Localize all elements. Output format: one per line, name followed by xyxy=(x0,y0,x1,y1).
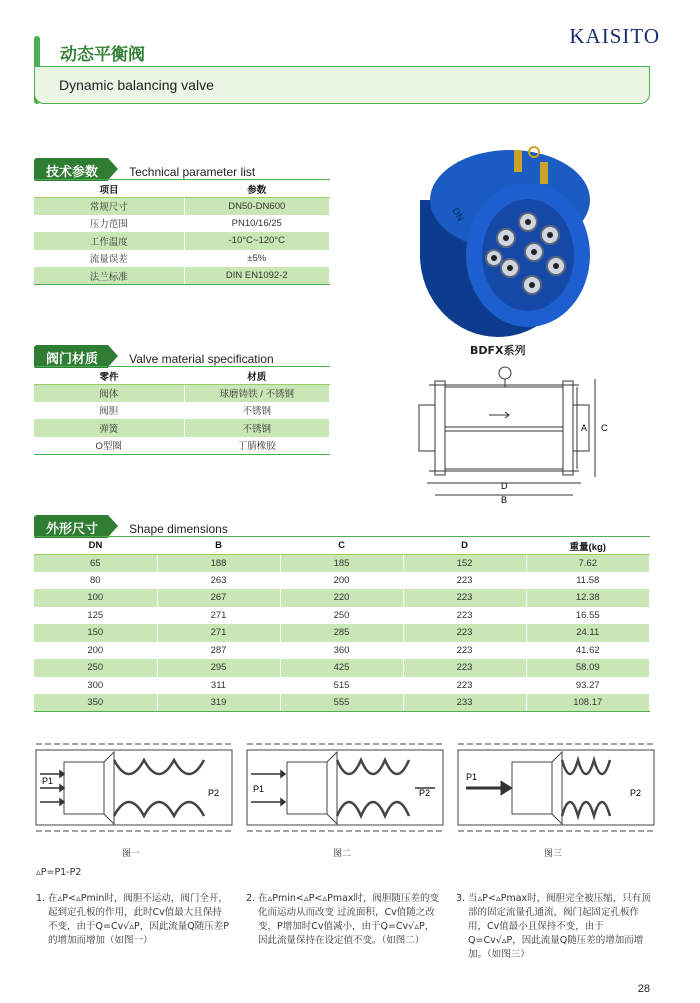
table-cell: 267 xyxy=(157,589,280,607)
table-cell: 233 xyxy=(403,694,526,712)
table-row xyxy=(34,215,330,233)
table-cell: ±5% xyxy=(184,250,330,268)
technical-header-param: 参数 xyxy=(184,181,330,197)
note-1-text: 在▵P<▵Pmin时，阀胆不运动，阀门全开，起到定孔板的作用，此时Cv值最大且保持不变，由于Q=Cv√▵P，因此流量Q随压差P的增加而增加（如图一） xyxy=(48,893,229,946)
table-cell: 108.17 xyxy=(526,694,650,712)
table-cell: 不锈钢 xyxy=(184,419,330,437)
table-cell: 271 xyxy=(157,624,280,642)
shape-header-dn: DN xyxy=(34,538,157,554)
table-cell: 球磨铸铁 / 不锈钢 xyxy=(184,384,330,402)
shape-rule xyxy=(34,536,650,537)
page-title-cn: 动态平衡阀 xyxy=(60,45,145,65)
shape-header-weight: 重量(kg) xyxy=(526,538,650,554)
table-cell: 12.38 xyxy=(526,589,650,607)
table-row xyxy=(34,642,650,660)
formula: ▵P=P1-P2 xyxy=(36,867,82,878)
table-row xyxy=(34,677,650,695)
table-cell: 80 xyxy=(34,572,157,590)
table-cell: 223 xyxy=(403,589,526,607)
table-cell: -10°C~120°C xyxy=(184,232,330,250)
shape-header-c: C xyxy=(280,538,403,554)
note-2-text: 在▵Pmin<▵P<▵Pmax时，阀胆随压差的变化而运动从而改变 过流面积，Cv值随之改变，P增加时Cv值减小，由于Q=Cv√▵P，因此流量保持在设定值不变。（如图二） xyxy=(258,893,440,946)
schematic-2-p2: P2 xyxy=(419,788,431,798)
shape-header-d: D xyxy=(403,538,526,554)
table-cell: 223 xyxy=(403,624,526,642)
table-cell: 555 xyxy=(280,694,403,712)
table-row xyxy=(34,402,330,420)
page-title-en: Dynamic balancing valve xyxy=(59,77,214,93)
table-cell: 185 xyxy=(280,554,403,572)
dim-label-d: D xyxy=(501,481,508,491)
note-1 xyxy=(36,892,231,948)
schematic-3-caption: 图三 xyxy=(544,849,563,859)
dimension-drawing xyxy=(405,365,620,505)
page-number: 28 xyxy=(637,983,650,995)
schematic-3-p2: P2 xyxy=(630,788,642,798)
table-cell: 弹簧 xyxy=(34,419,184,437)
schematic-2-caption: 图二 xyxy=(333,849,352,859)
table-row xyxy=(34,232,330,250)
material-header-material: 材质 xyxy=(184,368,330,384)
schematic-1-caption: 图一 xyxy=(122,849,141,859)
table-row xyxy=(34,659,650,677)
dim-label-c: C xyxy=(601,423,608,433)
table-cell: 24.11 xyxy=(526,624,650,642)
table-cell: 200 xyxy=(280,572,403,590)
table-cell: 65 xyxy=(34,554,157,572)
table-cell: 223 xyxy=(403,642,526,660)
table-cell: 271 xyxy=(157,607,280,625)
title-en-box xyxy=(34,67,650,104)
table-cell: DN50-DN600 xyxy=(184,197,330,215)
table-cell: 311 xyxy=(157,677,280,695)
table-row xyxy=(34,694,650,712)
table-cell: 350 xyxy=(34,694,157,712)
valve-photo xyxy=(410,140,600,340)
table-cell: 压力范围 xyxy=(34,215,184,233)
table-row xyxy=(34,572,650,590)
table-row xyxy=(34,250,330,268)
table-row xyxy=(34,384,330,402)
technical-rule xyxy=(34,179,330,180)
table-row xyxy=(34,267,330,285)
table-cell: 41.62 xyxy=(526,642,650,660)
table-row xyxy=(34,624,650,642)
schematic-1 xyxy=(34,740,234,835)
series-label: BDFX系列 xyxy=(470,344,526,357)
table-row xyxy=(34,197,330,215)
note-3-number: 3. xyxy=(456,893,466,904)
shape-header-b: B xyxy=(157,538,280,554)
material-header-part: 零件 xyxy=(34,368,184,384)
table-cell: 阀胆 xyxy=(34,402,184,420)
table-cell: 220 xyxy=(280,589,403,607)
technical-table xyxy=(34,181,330,285)
table-cell: 425 xyxy=(280,659,403,677)
table-cell: 法兰标准 xyxy=(34,267,184,285)
table-cell: O型圈 xyxy=(34,437,184,455)
shape-table xyxy=(34,538,650,712)
table-cell: 300 xyxy=(34,677,157,695)
table-cell: 285 xyxy=(280,624,403,642)
table-cell: 223 xyxy=(403,572,526,590)
material-table xyxy=(34,368,330,455)
table-cell: 11.58 xyxy=(526,572,650,590)
table-row xyxy=(34,437,330,455)
dim-label-a: A xyxy=(581,423,588,433)
schematic-2 xyxy=(245,740,445,835)
table-cell: 7.62 xyxy=(526,554,650,572)
material-rule xyxy=(34,366,330,367)
table-row xyxy=(34,419,330,437)
schematic-2-p1: P1 xyxy=(253,784,265,794)
table-cell: 阀体 xyxy=(34,384,184,402)
note-1-number: 1. xyxy=(36,893,46,904)
table-row xyxy=(34,554,650,572)
table-cell: 250 xyxy=(280,607,403,625)
table-cell: 常规尺寸 xyxy=(34,197,184,215)
table-cell: 16.55 xyxy=(526,607,650,625)
note-2-number: 2. xyxy=(246,893,256,904)
note-3 xyxy=(456,892,651,962)
table-cell: 263 xyxy=(157,572,280,590)
note-3-text: 当▵P<▵Pmax时，阀胆完全被压缩，只有顶部的固定流量孔通流，阀门起固定孔板作用，Cv值最小且保持不变，由于Q=Cv√▵P，因此流量Q随压差的增加而增加。（如图三） xyxy=(468,893,651,960)
table-cell: 250 xyxy=(34,659,157,677)
note-2 xyxy=(246,892,441,948)
svg-text:DN: DN xyxy=(449,206,465,224)
schematic-3-p1: P1 xyxy=(466,772,478,782)
table-cell: 223 xyxy=(403,677,526,695)
schematic-3 xyxy=(456,740,656,835)
title-block xyxy=(34,36,650,104)
material-tag: 阀门材质 xyxy=(34,345,108,369)
table-cell: 150 xyxy=(34,624,157,642)
table-cell: 287 xyxy=(157,642,280,660)
material-section-header xyxy=(34,345,274,367)
schematic-1-p2: P2 xyxy=(208,788,220,798)
table-cell: 100 xyxy=(34,589,157,607)
material-en-label: Valve material specification xyxy=(129,352,274,366)
table-cell: 200 xyxy=(34,642,157,660)
table-cell: 152 xyxy=(403,554,526,572)
brand-logo: KAISITO xyxy=(569,24,660,48)
technical-tag: 技术参数 xyxy=(34,158,108,182)
technical-en-label: Technical parameter list xyxy=(129,165,256,179)
table-cell: 不锈钢 xyxy=(184,402,330,420)
table-cell: 125 xyxy=(34,607,157,625)
table-row xyxy=(34,607,650,625)
table-cell: 58.09 xyxy=(526,659,650,677)
technical-section-header xyxy=(34,158,255,180)
technical-header-item: 项目 xyxy=(34,181,184,197)
table-cell: PN10/16/25 xyxy=(184,215,330,233)
schematic-1-p1: P1 xyxy=(42,776,54,786)
shape-section-header xyxy=(34,515,228,537)
table-cell: 工作温度 xyxy=(34,232,184,250)
table-cell: 319 xyxy=(157,694,280,712)
table-cell: 丁腈橡胶 xyxy=(184,437,330,455)
table-cell: 295 xyxy=(157,659,280,677)
table-row xyxy=(34,589,650,607)
table-cell: 93.27 xyxy=(526,677,650,695)
table-cell: 515 xyxy=(280,677,403,695)
shape-tag: 外形尺寸 xyxy=(34,515,108,539)
table-cell: 223 xyxy=(403,607,526,625)
table-cell: 188 xyxy=(157,554,280,572)
dim-label-b: B xyxy=(501,495,508,505)
table-cell: DIN EN1092-2 xyxy=(184,267,330,285)
table-cell: 流量误差 xyxy=(34,250,184,268)
table-cell: 360 xyxy=(280,642,403,660)
shape-en-label: Shape dimensions xyxy=(129,522,228,536)
table-cell: 223 xyxy=(403,659,526,677)
